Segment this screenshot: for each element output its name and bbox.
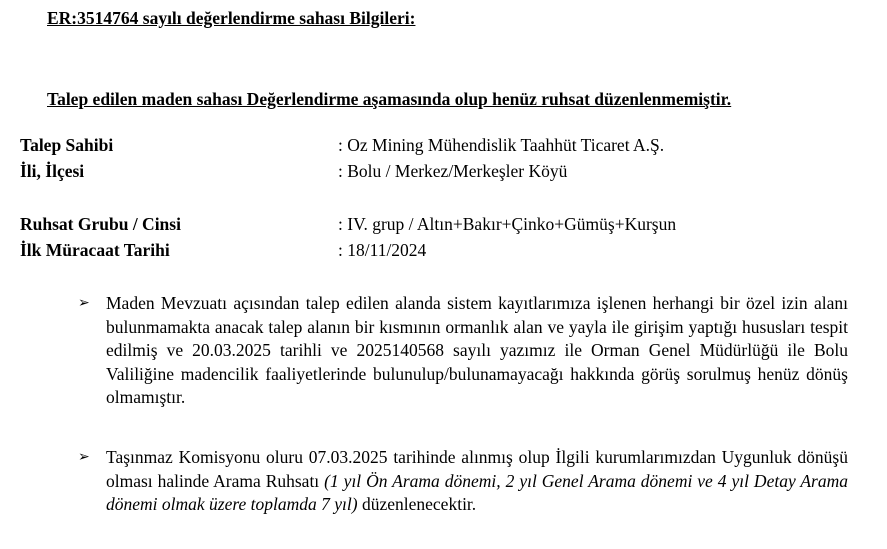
field-value: : 18/11/2024 <box>338 240 427 260</box>
field-label: İlk Müracaat Tarihi <box>20 240 170 260</box>
field-label: Talep Sahibi <box>20 135 114 155</box>
bullet-item <box>78 446 848 517</box>
bullet-item <box>78 292 848 410</box>
field-label: Ruhsat Grubu / Cinsi <box>20 214 181 234</box>
arrow-bullet-icon: ➢ <box>78 296 90 311</box>
status-heading: Talep edilen maden sahası Değerlendirme aşamasında olup henüz ruhsat düzenlenmemiştir. <box>47 89 732 109</box>
field-value: : Bolu / Merkez/Merkeşler Köyü <box>338 161 568 181</box>
bullet-text-part: düzenlenecektir. <box>357 494 477 514</box>
field-row-location <box>20 161 880 185</box>
arrow-bullet-icon: ➢ <box>78 450 90 465</box>
bullet-text <box>106 446 848 517</box>
field-row-license-group <box>20 214 880 238</box>
bullet-text-part: Taşınmaz Komisyonu oluru 07.03.2025 tarihinde alınmış olup İlgili kurumlarımızdan Uygunluk dönüşü olması halinde Arama Ruhsatı <box>106 447 848 491</box>
field-value: : Oz Mining Mühendislik Taahhüt Ticaret A.Ş. <box>338 135 665 155</box>
bullet-text-italic: (1 yıl Ön Arama dönemi, 2 yıl Genel Arama dönemi ve 4 yıl Detay Arama dönemi olmak üzere toplamda 7 yıl) <box>106 470 849 514</box>
field-row-applicant <box>20 135 880 159</box>
field-value: : IV. grup / Altın+Bakır+Çinko+Gümüş+Kurşun <box>338 214 677 234</box>
bullet-text: Maden Mevzuatı açısından talep edilen alanda sistem kayıtlarımıza işlenen herhangi bir özel izin alanı bulunmamakta anacak talep alanın bir kısmının ormanlık alan ve yayla ile girişim yaptığı hususları tespit edilmiş ve 20.03.2025 tarihli ve 2025140568 sayılı yazımız ile Orman Genel Müdürlüğü ile Bolu Valiliğine madencilik faaliyetlerinde bulunulup/bulunamayacağı hakkında görüş sorulmuş henüz dönüş olmamıştır. <box>106 293 848 407</box>
field-row-application-date <box>20 240 880 264</box>
field-label: İli, İlçesi <box>20 161 85 181</box>
document-title: ER:3514764 sayılı değerlendirme sahası Bilgileri: <box>47 8 416 28</box>
